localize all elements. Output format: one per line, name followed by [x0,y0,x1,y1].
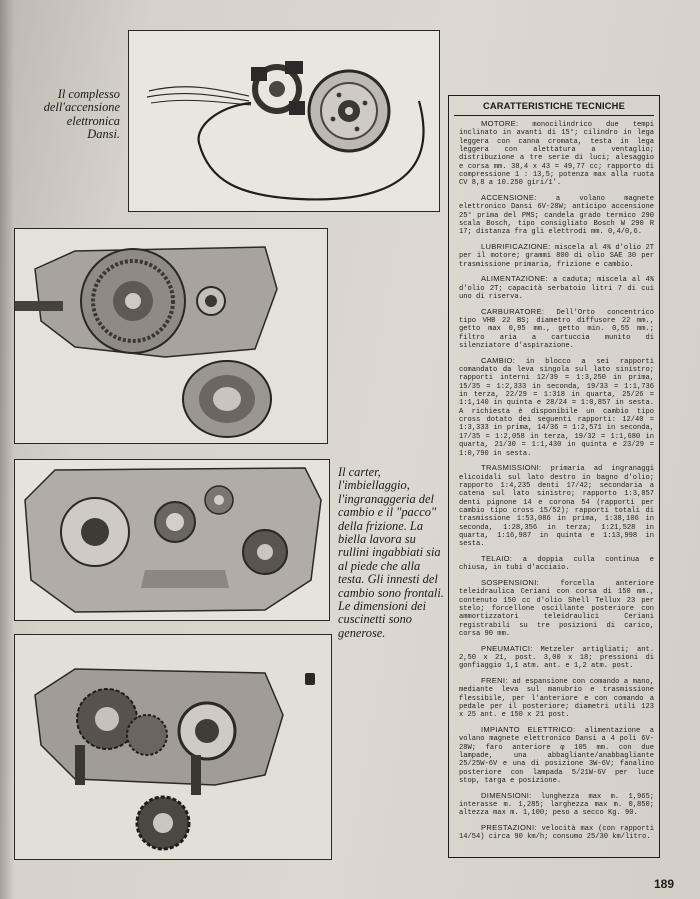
ignition-assembly-photo [128,30,440,212]
spec-text: Metzeler artigliati; ant. 2,50 x 21, post. 3,00 x 18; pressioni di gonfiaggio 1,1 atm. ant. e 1,2 atm. post. [459,645,654,671]
gearbox-internals-photo [14,634,332,860]
open-crankcase-drawing [15,460,329,620]
spec-entry [459,555,654,573]
ignition-caption: Il complesso dell'accensione elettronica Dansi. [43,87,120,142]
spec-heading: PNEUMATICI: [481,643,533,653]
specs-title: CARATTERISTICHE TECNICHE [482,101,625,111]
spec-heading: FRENI: [481,675,508,685]
spec-text: a doppia culla continua e chiusa, in tubi d'acciaio. [459,555,654,573]
spec-heading: MOTORE: [481,119,519,128]
spec-entry [459,275,654,301]
spec-text: ad espansione con comando a mano, mediante leva sul manubrio e trasmissione flessibile, per l'anteriore e con comando a pedale per il posteriore; diametri utili 123 x 25 ant. e 150 x 21 post. [459,677,654,720]
spec-heading: SOSPENSIONI: [481,577,540,587]
spec-text: a volano magnete elettronico Dansi 6V-28W; anticipo accensione 25° prima del PMS; candela grado termico 290 scala Bosch, tipo consigliato Bosch W 290 R 17; distanza fra gli elettrodi mm. 0,4/0,6. [459,195,654,237]
crankcase-photo-drawing [15,229,327,443]
spec-text: a caduta; miscela al 4% d'olio 2T; capacità serbatoio litri 7 di cui uno di riserva. [459,276,654,302]
spec-heading: PRESTAZIONI: [481,822,537,832]
spec-heading: ALIMENTAZIONE: [481,274,548,284]
spec-entry [459,792,654,818]
spec-text: miscela al 4% d'olio 2T per il motore; grammi 800 di olio SAE 30 per trasmissione primaria, frizione e cambio. [459,244,654,269]
spec-text: Dell'Orto concentrico tipo VHB 22 BS; diametro diffusore 22 mm., getto max 0,95 mm., getto min. 0,55 mm.; filtro aria a cartuccia munito di silenziatore d'aspirazione. [459,308,654,351]
spec-entry [459,579,654,638]
specs-body [449,116,659,842]
spec-text: lunghezza max m. 1,965; interasse m. 1,285; larghezza max m. 0,850; altezza max m. 1,100; peso a secco Kg. 90. [459,792,654,818]
spec-heading: TRASMISSIONI: [481,463,542,473]
open-crankcase-photo [14,459,330,621]
spec-text: in blocco a sei rapporti comandato da leva singola sul lato sinistro; rapporti interni 12/39 = 1:3,250 in prima, 15/35 = 1:2,333 in seconda, 19/33 = 1:1,736 in terza, 22/29 = 1:318 in quarta, 25/26 = 1:1,140 in quinta e 28/24 = 1:0,857 in sesta. A richiesta è disponibile un cambio tipo cross dotato dei seguenti rapporti: 12/40 = 1:3,333 in prima, 14/36 = 1:2,571 in seconda, 17/35 = 1:2,058 in terza, 19/32 = 1:1,680 in quarta, 21/30 = 1:1,430 in quinta e 23/29 = 1:0,790 in sesta. [459,357,654,458]
spec-text: velocità max (con rapporti 14/54) circa 90 km/h; consumo 25/30 km/litro. [459,824,654,842]
ignition-photo-drawing [129,31,439,211]
specs-title-wrap [454,101,654,116]
spec-entry [459,120,654,188]
spec-text: primaria ad ingranaggi elicoidali sul lato destro in bagno d'olio; rapporto 1:4,235 denti 17/42; secondaria a catena sul lato sinistro; rapporto 1:3,857 denti pignone 14 e corona 54 (rapporti per cambio tipo cross 15/52); rapporti totali di trasmissione 1:53,086 in prima, 1:38,106 in seconda, 1:28,356 in terza; 1:21,528 in quarta, 1:16,987 in quinta e 1:13,998 in sesta. [459,465,654,549]
spec-heading: IMPIANTO ELETTRICO: [481,724,576,734]
page-number: 189 [654,877,675,891]
clutch-side-crankcase-photo [14,228,328,444]
spec-heading: LUBRIFICAZIONE: [481,242,551,252]
spec-entry [459,726,654,785]
spec-entry [459,645,654,671]
gearbox-drawing [15,635,331,859]
spec-entry [459,464,654,548]
spec-entry [459,677,654,720]
spec-entry [459,243,654,269]
spec-entry [459,194,654,237]
spec-entry [459,308,654,351]
gutter-shadow [0,0,14,899]
spec-heading: CAMBIO: [481,355,516,365]
technical-specs-box [448,95,660,858]
spec-text: alimentazione a volano magnete elettronico Dansi a 4 poli 6V-28W; faro anteriore φ 105 mm. con due lampade, una abbagliante/anabbagliante 25/25W-6V e una di posizione 3W-6V; fanalino posteriore con lampada 5/21W-6V per luce stop, targa e posizione. [459,726,654,785]
spec-heading: ACCENSIONE: [481,193,537,203]
spec-heading: TELAIO: [481,553,513,563]
spec-entry [459,357,654,458]
crankcase-caption: Il carter, l'imbiellaggio, l'ingranaggeria del cambio e il "pacco" della frizione. La biella lavora su rullini ingabbiati sia al piede che alla testa. Gli innesti del cambio sono frontali. Le dimensioni dei cuscinetti sono generose. [338,465,444,640]
spec-text: monocilindrico due tempi inclinato in avanti di 15°; cilindro in lega leggera con canna cromata, testa in lega leggera con alettatura a ventaglio; distribuzione a tre serie di luci; alesaggio e corsa mm. 38,4 x 43 = 49,77 cc; rapporto di compressione 1 : 13,5; potenza max alla ruota CV 8,8 a 10.250 giri/1'. [459,121,654,188]
spec-heading: CARBURATORE: [481,306,545,316]
spec-text: forcella anteriore teleidraulica Ceriani con corsa di 150 mm., contenuto 150 cc d'olio Shell Tellux 23 per stelo; forcellone oscillante posteriore con ammortizzatori teleidraulici Ceriani registrabili su tre posizioni di carico, corsa 90 mm. [459,579,654,638]
spec-heading: DIMENSIONI: [481,790,532,800]
spec-entry [459,824,654,842]
